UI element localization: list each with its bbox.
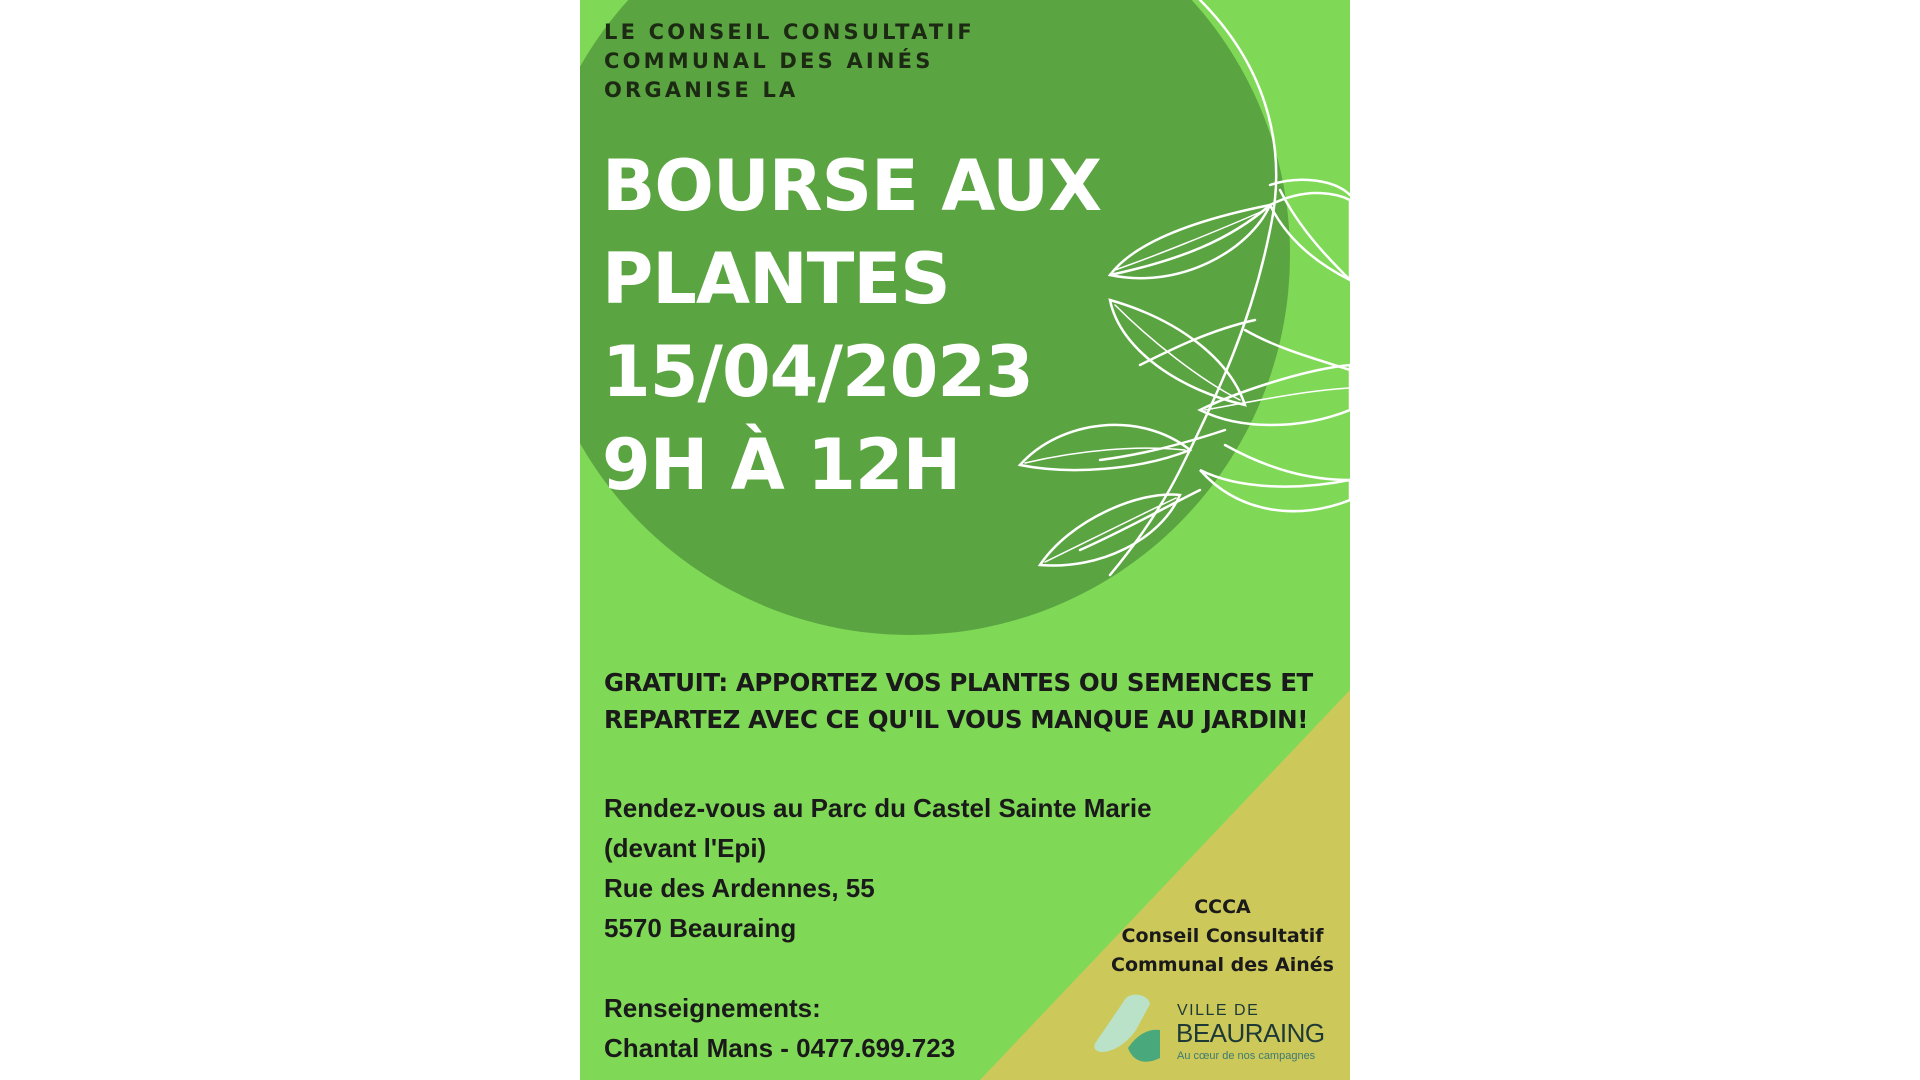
beauraing-logo-icon	[1088, 990, 1168, 1070]
address-line: Rue des Ardennes, 55	[604, 873, 875, 903]
contact-label: Renseignements:	[604, 993, 821, 1023]
event-title	[602, 140, 1101, 512]
ccca-name-line: Conseil Consultatif	[1121, 925, 1324, 947]
event-time: 9H À 12H	[602, 424, 961, 506]
venue-address	[604, 788, 1152, 948]
organizer-heading	[604, 18, 975, 105]
town-logo	[1088, 990, 1328, 1070]
logo-tagline: Au cœur de nos campagnes	[1177, 1050, 1316, 1062]
contact-person: Chantal Mans - 0477.699.723	[604, 1033, 956, 1063]
organizer-line: COMMUNAL DES AINÉS	[604, 49, 934, 73]
address-line: (devant l'Epi)	[604, 833, 767, 863]
notice-line: REPARTEZ AVEC CE QU'IL VOUS MANQUE AU JARDIN!	[604, 705, 1308, 734]
ccca-block	[1105, 893, 1340, 980]
free-entry-notice	[604, 664, 1334, 738]
logo-town-name: BEAURAING	[1176, 1018, 1325, 1048]
organizer-line: LE CONSEIL CONSULTATIF	[604, 20, 975, 44]
title-line: BOURSE AUX	[602, 145, 1102, 227]
event-date: 15/04/2023	[602, 331, 1033, 413]
address-line: 5570 Beauraing	[604, 913, 797, 943]
address-line: Rendez-vous au Parc du Castel Sainte Marie	[604, 793, 1152, 823]
ccca-acronym: CCCA	[1194, 896, 1251, 918]
title-line: PLANTES	[602, 238, 950, 320]
event-poster	[580, 0, 1350, 1080]
notice-line: GRATUIT: APPORTEZ VOS PLANTES OU SEMENCES ET	[604, 668, 1313, 697]
ccca-name-line: Communal des Ainés	[1111, 954, 1334, 976]
logo-small-text: VILLE DE	[1177, 1002, 1260, 1019]
contact-info	[604, 988, 955, 1068]
organizer-line: ORGANISE LA	[604, 78, 799, 102]
